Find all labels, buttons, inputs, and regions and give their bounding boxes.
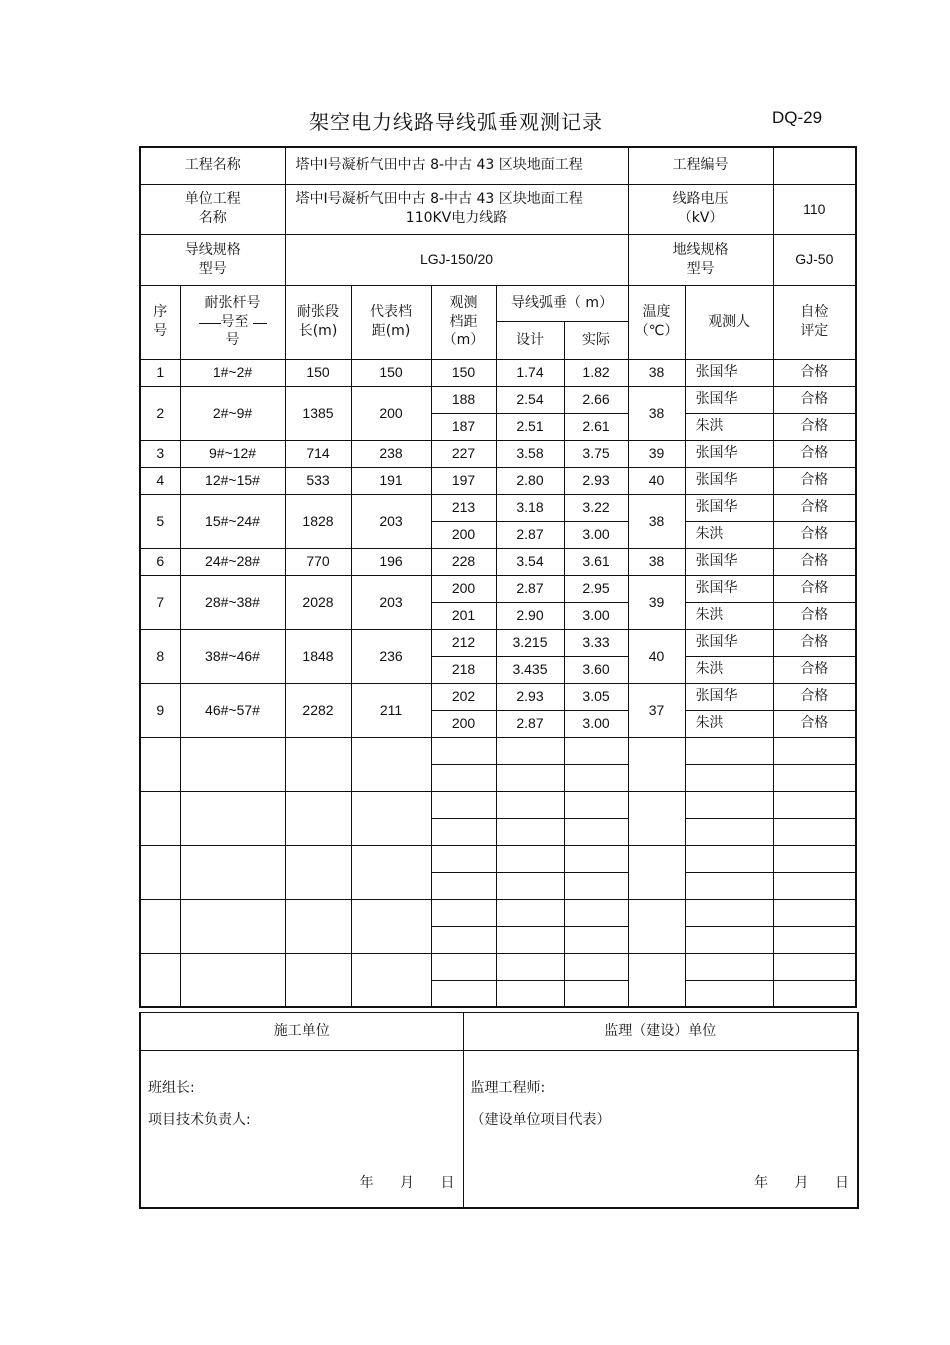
segment-length-cell: 150 (285, 359, 351, 386)
seq-cell (140, 845, 180, 899)
observer-cell: 张国华 (685, 683, 773, 710)
observer-cell (685, 818, 773, 845)
observed-span-cell: 212 (431, 629, 496, 656)
supervisor-label: 监理工程师: (470, 1080, 546, 1096)
conductor-label-line1: 导线规格 (184, 241, 241, 258)
tower-range-cell: 28#~38# (180, 575, 285, 629)
design-sag-cell (496, 980, 564, 1007)
temperature-cell: 38 (628, 359, 685, 386)
blank-line (253, 323, 267, 324)
info-row-unit (140, 184, 856, 234)
observed-span-cell: 200 (431, 575, 496, 602)
evaluation-cell (773, 980, 856, 1007)
seq-cell: 3 (140, 440, 180, 467)
design-sag-cell: 2.54 (496, 386, 564, 413)
representative-span-cell: 238 (351, 440, 431, 467)
tower-range-cell: 38#~46# (180, 629, 285, 683)
evaluation-cell: 合格 (773, 602, 856, 629)
tower-range-cell: 1#~2# (180, 359, 285, 386)
ground-wire-label-line1: 地线规格 (672, 241, 729, 258)
design-sag-cell: 2.87 (496, 710, 564, 737)
actual-sag-cell (564, 899, 628, 926)
col-seq-line2: 号 (153, 323, 168, 339)
sag-record-table (139, 146, 857, 1008)
observed-span-cell (431, 872, 496, 899)
evaluation-cell (773, 953, 856, 980)
observed-span-cell: 201 (431, 602, 496, 629)
evaluation-cell (773, 764, 856, 791)
representative-span-cell: 200 (351, 386, 431, 440)
empty-row (140, 899, 856, 926)
observer-cell (685, 764, 773, 791)
observed-span-cell: 227 (431, 440, 496, 467)
segment-length-cell (285, 791, 351, 845)
evaluation-cell (773, 818, 856, 845)
table-row (140, 575, 856, 602)
ground-wire-label (628, 234, 773, 285)
table-row (140, 683, 856, 710)
seq-cell: 2 (140, 386, 180, 440)
representative-span-cell: 236 (351, 629, 431, 683)
tower-range-cell (180, 845, 285, 899)
ground-wire-value: GJ-50 (773, 234, 856, 285)
evaluation-cell: 合格 (773, 575, 856, 602)
observed-span-cell: 200 (431, 710, 496, 737)
signature-table (139, 1012, 859, 1209)
evaluation-cell: 合格 (773, 467, 856, 494)
segment-length-cell (285, 899, 351, 953)
col-observer-header: 观测人 (685, 285, 773, 359)
unit-name-line1: 塔中Ⅰ号凝析气田中古 8-中古 43 区块地面工程 (295, 191, 583, 208)
tower-range-cell (180, 791, 285, 845)
evaluation-cell: 合格 (773, 440, 856, 467)
construction-date: 年 月 日 (359, 1174, 455, 1191)
col-length-line1: 耐张段 (297, 304, 339, 321)
representative-span-cell (351, 953, 431, 1007)
col-check-header (773, 285, 856, 359)
observed-span-cell (431, 899, 496, 926)
evaluation-cell: 合格 (773, 629, 856, 656)
owner-rep-label: （建设单位项目代表） (470, 1112, 611, 1128)
actual-sag-cell (564, 980, 628, 1007)
table-row (140, 629, 856, 656)
voltage-label (628, 184, 773, 234)
tower-range-cell: 46#~57# (180, 683, 285, 737)
col-check-line2: 评定 (800, 323, 829, 339)
tower-range-cell (180, 953, 285, 1007)
signature-header-row (140, 1013, 858, 1051)
temperature-cell (628, 737, 685, 791)
design-sag-cell: 1.74 (496, 359, 564, 386)
design-sag-cell (496, 845, 564, 872)
col-obs-line3: （m） (442, 332, 485, 349)
design-sag-cell: 2.51 (496, 413, 564, 440)
info-row-conductor (140, 234, 856, 285)
blank-line (199, 323, 221, 324)
representative-span-cell: 203 (351, 575, 431, 629)
team-leader-label: 班组长: (148, 1080, 195, 1096)
observed-span-cell (431, 737, 496, 764)
segment-length-cell: 1848 (285, 629, 351, 683)
representative-span-cell (351, 737, 431, 791)
design-sag-cell (496, 737, 564, 764)
actual-sag-cell: 2.61 (564, 413, 628, 440)
seq-cell: 8 (140, 629, 180, 683)
observed-span-cell: 228 (431, 548, 496, 575)
actual-sag-cell: 3.60 (564, 656, 628, 683)
unit-name-value (285, 184, 628, 234)
empty-row (140, 737, 856, 764)
actual-sag-cell (564, 845, 628, 872)
observer-cell: 张国华 (685, 575, 773, 602)
col-tower-line1: 耐张杆号 (204, 294, 261, 311)
observer-cell (685, 980, 773, 1007)
design-sag-cell: 3.215 (496, 629, 564, 656)
representative-span-cell: 191 (351, 467, 431, 494)
col-seq-line1: 序 (153, 304, 168, 321)
actual-sag-cell: 3.00 (564, 521, 628, 548)
representative-span-cell: 196 (351, 548, 431, 575)
col-tower-header (180, 285, 285, 359)
voltage-label-line1: 线路电压 (672, 191, 729, 208)
representative-span-cell: 203 (351, 494, 431, 548)
tech-lead-label: 项目技术负责人: (148, 1112, 251, 1128)
evaluation-cell: 合格 (773, 656, 856, 683)
temperature-cell: 38 (628, 548, 685, 575)
segment-length-cell: 1828 (285, 494, 351, 548)
segment-length-cell (285, 953, 351, 1007)
observed-span-cell (431, 953, 496, 980)
tower-range-cell: 24#~28# (180, 548, 285, 575)
representative-span-cell (351, 845, 431, 899)
observer-cell: 张国华 (685, 440, 773, 467)
col-tower-line2 (181, 313, 285, 332)
design-sag-cell (496, 764, 564, 791)
representative-span-cell (351, 899, 431, 953)
actual-sag-cell: 1.82 (564, 359, 628, 386)
col-obs-line2: 档距 (449, 313, 478, 330)
segment-length-cell: 2282 (285, 683, 351, 737)
observer-cell: 朱洪 (685, 602, 773, 629)
evaluation-cell: 合格 (773, 521, 856, 548)
observed-span-cell: 200 (431, 521, 496, 548)
evaluation-cell (773, 899, 856, 926)
segment-length-cell: 714 (285, 440, 351, 467)
col-rep-line1: 代表档 (370, 304, 412, 321)
col-temp-line2: （℃） (634, 323, 679, 339)
seq-cell (140, 953, 180, 1007)
supervision-date: 年 月 日 (754, 1174, 849, 1191)
design-sag-cell: 3.18 (496, 494, 564, 521)
actual-sag-cell: 2.66 (564, 386, 628, 413)
observed-span-cell (431, 845, 496, 872)
design-sag-cell: 3.54 (496, 548, 564, 575)
observer-cell: 张国华 (685, 359, 773, 386)
representative-span-cell: 211 (351, 683, 431, 737)
col-tower-to: 号至 (220, 313, 249, 330)
observer-cell (685, 737, 773, 764)
tower-range-cell (180, 899, 285, 953)
design-sag-cell (496, 953, 564, 980)
temperature-cell: 39 (628, 575, 685, 629)
col-length-header (285, 285, 351, 359)
col-actual-header: 实际 (564, 321, 628, 359)
evaluation-cell: 合格 (773, 494, 856, 521)
tower-range-cell: 15#~24# (180, 494, 285, 548)
actual-sag-cell (564, 872, 628, 899)
seq-cell: 1 (140, 359, 180, 386)
tower-range-cell: 9#~12# (180, 440, 285, 467)
col-check-line1: 自检 (800, 304, 829, 321)
actual-sag-cell (564, 818, 628, 845)
conductor-label-line2: 型号 (198, 260, 227, 277)
supervision-signature-cell (463, 1051, 858, 1208)
construction-signature-cell (140, 1051, 463, 1208)
temperature-cell: 40 (628, 629, 685, 683)
signature-body-row (140, 1051, 858, 1208)
temperature-cell (628, 845, 685, 899)
observer-cell: 张国华 (685, 548, 773, 575)
actual-sag-cell: 2.95 (564, 575, 628, 602)
temperature-cell: 38 (628, 386, 685, 440)
empty-row (140, 845, 856, 872)
actual-sag-cell (564, 926, 628, 953)
observed-span-cell (431, 980, 496, 1007)
observer-cell: 张国华 (685, 386, 773, 413)
seq-cell (140, 737, 180, 791)
segment-length-cell (285, 737, 351, 791)
seq-cell (140, 791, 180, 845)
observer-cell: 朱洪 (685, 710, 773, 737)
evaluation-cell: 合格 (773, 413, 856, 440)
representative-span-cell (351, 791, 431, 845)
unit-name-label-line1: 单位工程 (184, 191, 241, 208)
unit-name-line2: 110KV电力线路 (405, 210, 508, 226)
col-tower-line3: 号 (225, 332, 240, 349)
seq-cell: 7 (140, 575, 180, 629)
actual-sag-cell (564, 791, 628, 818)
actual-sag-cell: 3.00 (564, 710, 628, 737)
observer-cell (685, 872, 773, 899)
actual-sag-cell (564, 764, 628, 791)
evaluation-cell (773, 845, 856, 872)
actual-sag-cell: 3.00 (564, 602, 628, 629)
observer-cell: 朱洪 (685, 656, 773, 683)
actual-sag-cell: 2.93 (564, 467, 628, 494)
observer-cell: 朱洪 (685, 413, 773, 440)
observed-span-cell (431, 791, 496, 818)
temperature-cell (628, 899, 685, 953)
design-sag-cell: 2.87 (496, 575, 564, 602)
seq-cell: 9 (140, 683, 180, 737)
observed-span-cell: 218 (431, 656, 496, 683)
tower-range-cell: 12#~15# (180, 467, 285, 494)
observed-span-cell (431, 818, 496, 845)
tower-range-cell (180, 737, 285, 791)
actual-sag-cell (564, 737, 628, 764)
observer-cell: 朱洪 (685, 521, 773, 548)
col-obs-span-header (431, 285, 496, 359)
project-name-label: 工程名称 (140, 147, 285, 184)
temperature-cell: 39 (628, 440, 685, 467)
observer-cell: 张国华 (685, 629, 773, 656)
segment-length-cell: 770 (285, 548, 351, 575)
observed-span-cell: 202 (431, 683, 496, 710)
table-row (140, 467, 856, 494)
design-sag-cell (496, 899, 564, 926)
supervision-unit-label: 监理（建设）单位 (463, 1013, 858, 1051)
design-sag-cell (496, 818, 564, 845)
info-row-project (140, 147, 856, 184)
representative-span-cell: 150 (351, 359, 431, 386)
seq-cell (140, 899, 180, 953)
actual-sag-cell: 3.33 (564, 629, 628, 656)
observed-span-cell (431, 926, 496, 953)
evaluation-cell: 合格 (773, 359, 856, 386)
evaluation-cell (773, 872, 856, 899)
temperature-cell: 40 (628, 467, 685, 494)
design-sag-cell (496, 791, 564, 818)
col-temp-header (628, 285, 685, 359)
temperature-cell (628, 791, 685, 845)
col-obs-line1: 观测 (449, 294, 478, 311)
table-row (140, 494, 856, 521)
design-sag-cell (496, 926, 564, 953)
evaluation-cell: 合格 (773, 710, 856, 737)
observed-span-cell (431, 764, 496, 791)
observed-span-cell: 187 (431, 413, 496, 440)
design-sag-cell (496, 872, 564, 899)
temperature-cell (628, 953, 685, 1007)
seq-cell: 6 (140, 548, 180, 575)
table-row (140, 440, 856, 467)
actual-sag-cell: 3.75 (564, 440, 628, 467)
actual-sag-cell (564, 953, 628, 980)
col-design-header: 设计 (496, 321, 564, 359)
empty-row (140, 953, 856, 980)
table-row (140, 359, 856, 386)
form-code: DQ-29 (772, 108, 823, 127)
temperature-cell: 38 (628, 494, 685, 548)
tower-range-cell: 2#~9# (180, 386, 285, 440)
project-no-label: 工程编号 (628, 147, 773, 184)
segment-length-cell: 2028 (285, 575, 351, 629)
col-temp-line1: 温度 (642, 304, 671, 321)
table-row (140, 548, 856, 575)
observed-span-cell: 197 (431, 467, 496, 494)
observer-cell: 张国华 (685, 467, 773, 494)
construction-unit-label: 施工单位 (140, 1013, 463, 1051)
col-rep-line2: 距(m) (371, 323, 411, 339)
project-no-value (773, 147, 856, 184)
actual-sag-cell: 3.61 (564, 548, 628, 575)
evaluation-cell (773, 926, 856, 953)
actual-sag-cell: 3.05 (564, 683, 628, 710)
seq-cell: 5 (140, 494, 180, 548)
design-sag-cell: 3.58 (496, 440, 564, 467)
evaluation-cell (773, 791, 856, 818)
observed-span-cell: 150 (431, 359, 496, 386)
evaluation-cell: 合格 (773, 683, 856, 710)
voltage-label-line2: （kV） (677, 210, 724, 226)
voltage-value: 110 (773, 184, 856, 234)
design-sag-cell: 2.87 (496, 521, 564, 548)
page-title: 架空电力线路导线弧垂观测记录 (309, 110, 603, 134)
design-sag-cell: 3.435 (496, 656, 564, 683)
segment-length-cell (285, 845, 351, 899)
unit-name-label (140, 184, 285, 234)
evaluation-cell (773, 737, 856, 764)
ground-wire-label-line2: 型号 (686, 260, 715, 277)
col-sag-header: 导线弧垂（ m） (496, 285, 628, 321)
conductor-value: LGJ-150/20 (285, 234, 628, 285)
temperature-cell: 37 (628, 683, 685, 737)
col-length-line2: 长(m) (298, 323, 338, 339)
col-rep-span-header (351, 285, 431, 359)
conductor-label (140, 234, 285, 285)
col-seq-header (140, 285, 180, 359)
unit-name-label-line2: 名称 (198, 210, 227, 226)
segment-length-cell: 533 (285, 467, 351, 494)
observer-cell (685, 899, 773, 926)
project-name-value: 塔中Ⅰ号凝析气田中古 8-中古 43 区块地面工程 (285, 147, 628, 184)
observer-cell (685, 845, 773, 872)
observed-span-cell: 188 (431, 386, 496, 413)
design-sag-cell: 2.90 (496, 602, 564, 629)
observer-cell (685, 926, 773, 953)
seq-cell: 4 (140, 467, 180, 494)
observed-span-cell: 213 (431, 494, 496, 521)
observer-cell: 张国华 (685, 494, 773, 521)
column-header-row (140, 285, 856, 321)
evaluation-cell: 合格 (773, 548, 856, 575)
observer-cell (685, 953, 773, 980)
segment-length-cell: 1385 (285, 386, 351, 440)
actual-sag-cell: 3.22 (564, 494, 628, 521)
design-sag-cell: 2.93 (496, 683, 564, 710)
design-sag-cell: 2.80 (496, 467, 564, 494)
table-row (140, 386, 856, 413)
observer-cell (685, 791, 773, 818)
empty-row (140, 791, 856, 818)
evaluation-cell: 合格 (773, 386, 856, 413)
